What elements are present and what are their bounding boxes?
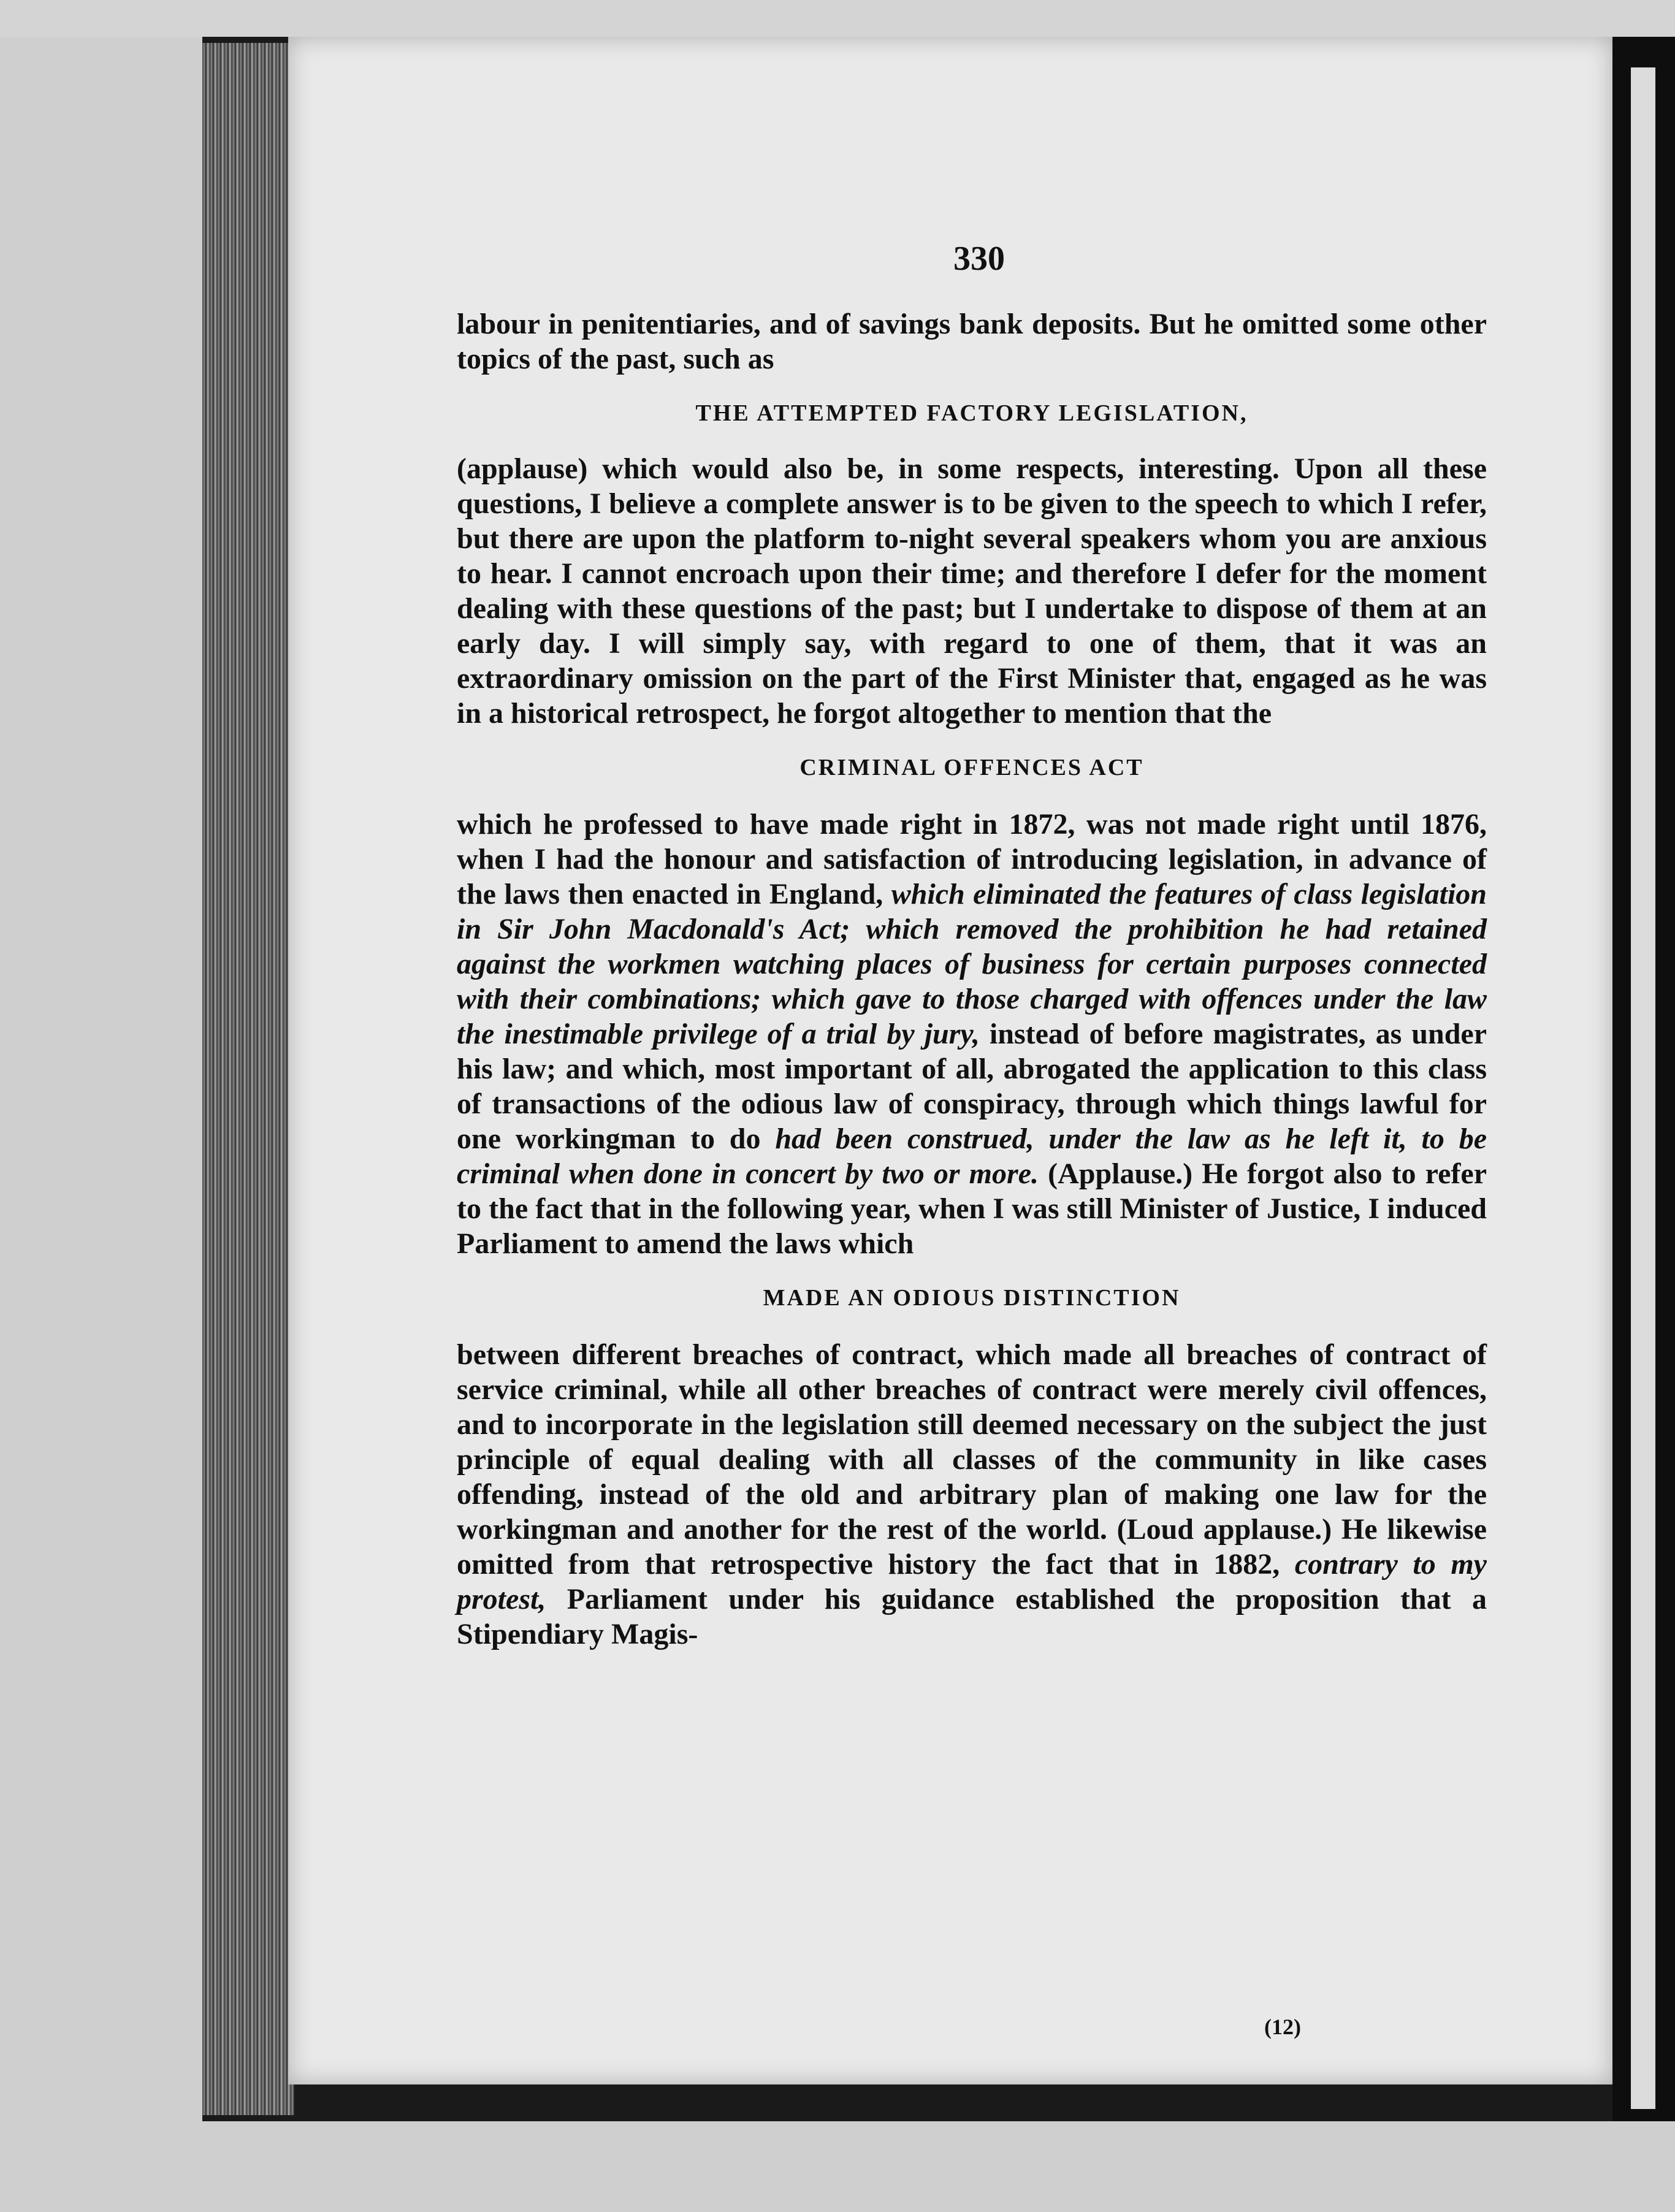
paragraph-3-part-c: instead of before magistrates, as under his law; and which, most important of all, abrogated the application to this class of transactions of the odious law of conspiracy, through which things lawful for one workingman to do: [457, 1018, 1487, 1155]
scan-background-top: [0, 0, 1675, 37]
paragraph-4-part-c: Parliament under his guidance established the proposition that a Stipendiary Magis-: [457, 1583, 1487, 1650]
paragraph-3-italic-b: which eliminated the features of class legislation in Sir John Macdonald's Act; which removed the prohibition he had retained against the workmen watching places of business for certain purposes connected with their combinations; which gave to those charged with offences under the law the inestimable privilege of a trial by jury,: [457, 878, 1487, 1050]
signature-mark: (12): [1264, 2015, 1301, 2039]
paragraph-3-part-a: which he professed to have made right in 1872, was not made right until 1876, when I had the honour and satisfaction of introducing legislation, in advance of the laws then enacted in England,: [457, 808, 1487, 910]
body-text: [457, 307, 1487, 1652]
paragraph-4: [457, 1337, 1487, 1652]
scan-background-left: [0, 0, 202, 2212]
paragraph-3-italic-d: had been construed, under the law as he left it, to be criminal when done in concert by two or more.: [457, 1123, 1487, 1190]
paragraph-4-part-a: between different breaches of contract, which made all breaches of contract of service criminal, while all other breaches of contract were merely civil offences, and to incorporate in the legislation still deemed necessary on the subject the just principle of equal dealing with all classes of the community in like cases offending, instead of the old and arbitrary plan of making one law for the workingman and another for the rest of the world. (Loud applause.) He likewise omitted from that retrospective history the fact that in 1882,: [457, 1338, 1487, 1581]
heading-odious-distinction: MADE AN ODIOUS DISTINCTION: [763, 1285, 1181, 1311]
book-fore-edge: [202, 43, 294, 2115]
paragraph-1: labour in penitentiaries, and of savings bank deposits. But he omitted some other topics of the past, such as: [457, 308, 1487, 375]
scan-background-bottom: [0, 2121, 1675, 2212]
paragraph-4-italic-b: contrary to my protest,: [457, 1548, 1487, 1615]
heading-criminal-offences-act: CRIMINAL OFFENCES ACT: [799, 755, 1144, 780]
paragraph-3: [457, 807, 1487, 1261]
heading-factory-legislation: THE ATTEMPTED FACTORY LEGISLATION,: [695, 400, 1248, 426]
page-number: 330: [953, 240, 1005, 278]
paragraph-3-part-e: (Applause.) He forgot also to refer to the fact that in the following year, when I was still Minister of Justice, I induced Parliament to amend the laws which: [457, 1157, 1487, 1260]
paragraph-2: (applause) which would also be, in some respects, interesting. Upon all these questions, I believe a complete answer is to be given to the speech to which I refer, but there are upon the platform to-night several speakers whom you are anxious to hear. I cannot encroach upon their time; and therefore I defer for the moment dealing with these questions of the past; but I undertake to dispose of them at an early day. I will simply say, with regard to one of them, that it was an extraordinary omission on the part of the First Minister that, engaged as he was in a historical retrospect, he forgot altogether to mention that the: [457, 452, 1487, 730]
facing-page-strip: [1631, 67, 1655, 2109]
